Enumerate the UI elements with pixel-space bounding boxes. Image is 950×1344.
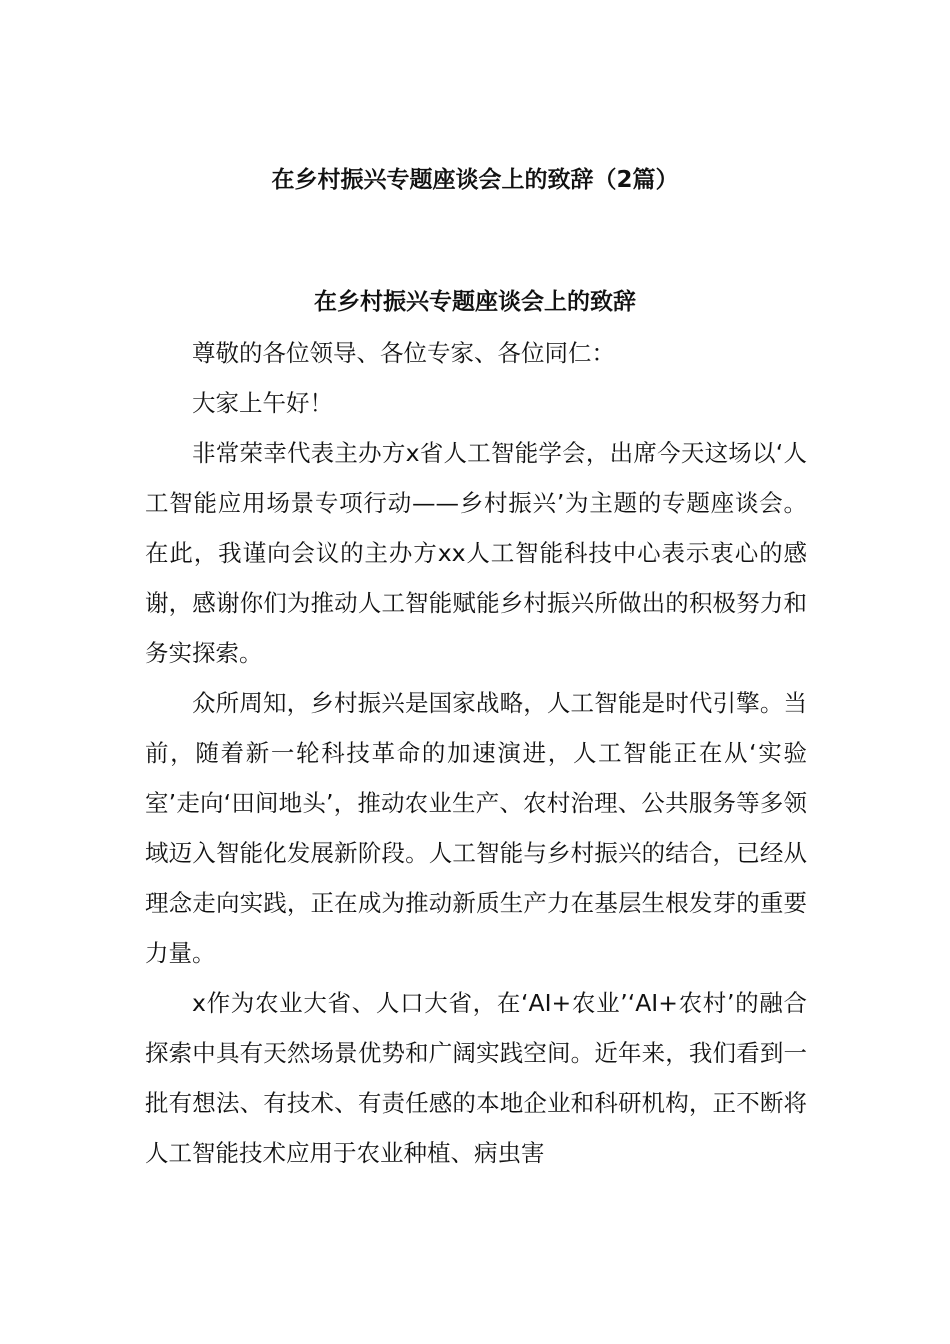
salutation: 尊敬的各位领导、各位专家、各位同仁： bbox=[192, 339, 615, 367]
body-paragraph-2: 众所周知，乡村振兴是国家战略，人工智能是时代引擎。当前，随着新一轮科技革命的加速演进，人工智能正在从‘实验室’走向‘田间地头’，推动农业生产、农村治理、公共服务等多领域迈入智能化发展新阶段。人工智能与乡村振兴的结合，已经从理念走向实践，正在成为推动新质生产力在基层生根发芽的重要力量。 bbox=[145, 689, 807, 967]
article-body bbox=[145, 328, 807, 1178]
document-title: 在乡村振兴专题座谈会上的致辞（2篇） bbox=[271, 167, 679, 193]
greeting: 大家上午好！ bbox=[192, 389, 333, 417]
body-paragraph-3: x作为农业大省、人口大省，在‘AI+农业’‘AI+农村’的融合探索中具有天然场景优势和广阔实践空间。近年来，我们看到一批有想法、有技术、有责任感的本地企业和科研机构，正不断将人工智能技术应用于农业种植、病虫害 bbox=[145, 989, 807, 1167]
article-title: 在乡村振兴专题座谈会上的致辞 bbox=[314, 289, 636, 315]
body-paragraph-1: 非常荣幸代表主办方x省人工智能学会，出席今天这场以‘人工智能应用场景专项行动——乡村振兴’为主题的专题座谈会。在此，我谨向会议的主办方xx人工智能科技中心表示衷心的感谢，感谢你们为推动人工智能赋能乡村振兴所做出的积极努力和务实探索。 bbox=[145, 439, 807, 667]
